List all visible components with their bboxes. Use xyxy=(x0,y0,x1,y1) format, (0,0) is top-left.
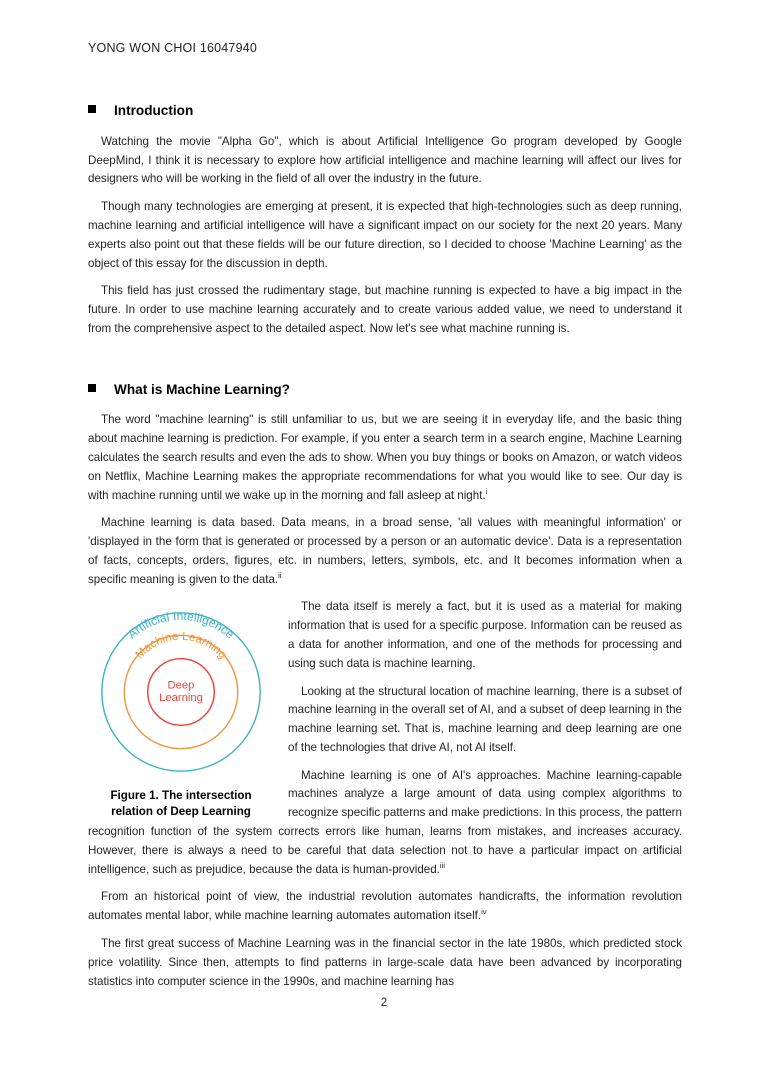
spacer xyxy=(88,926,682,935)
running-head: YONG WON CHOI 16047940 xyxy=(88,41,258,55)
paragraph xyxy=(88,514,682,589)
spacer xyxy=(88,120,682,133)
page-content xyxy=(88,0,682,991)
spacer xyxy=(88,367,682,381)
square-bullet-icon xyxy=(88,105,96,113)
section-heading-introduction xyxy=(88,102,682,120)
section-heading-label: What is Machine Learning? xyxy=(114,381,290,397)
paragraph: This field has just crossed the rudimentary stage, but machine running is expected to have a big impact in the future. In order to use machine learning accurately and to create various added value, we need to understand it from the comprehensive aspect to the detailed aspect. Now let's see what machine running is. xyxy=(88,284,682,335)
paragraph: The data itself is merely a fact, but it is used as a material for making information that is used for a specific purpose. Information can be reused as a data for another information, and one of the methods for processing and using such data is machine learning. xyxy=(288,600,682,670)
section-heading-what-is-machine-learning xyxy=(88,381,682,399)
venn-diagram-icon xyxy=(91,602,271,782)
venn-label-ai-textpath: Artificial Intelligence xyxy=(124,609,238,642)
spacer xyxy=(88,505,682,514)
square-bullet-icon xyxy=(88,384,96,392)
figure-1 xyxy=(88,602,274,819)
paragraph-text: From an historical point of view, the industrial revolution automates handicrafts, the information revolution automates mental labor, while machine learning automates automation itself. xyxy=(88,890,682,923)
footnote-marker: i xyxy=(485,486,488,496)
spacer xyxy=(88,339,682,367)
figure-caption-line-2: relation of Deep Learning xyxy=(111,805,251,819)
spacer xyxy=(88,589,682,598)
venn-label-ml-textpath: Machine Learning xyxy=(132,630,230,662)
page-number: 2 xyxy=(380,996,388,1009)
spacer xyxy=(88,879,682,888)
spacer xyxy=(88,398,682,411)
figure-caption-line-1: Figure 1. The intersection xyxy=(110,789,252,803)
paragraph xyxy=(88,888,682,926)
figure-caption xyxy=(88,788,274,819)
venn-label-deep: Deep xyxy=(167,679,195,692)
spacer xyxy=(88,56,682,102)
section-heading-label: Introduction xyxy=(114,103,194,119)
paragraph-text: Machine learning is data based. Data means, in a broad sense, 'all values with meaningful information' or 'displayed in the form that is generated or processed by a person or an automatic device'. Data is a representation of facts, concepts, orders, figures, etc. in numbers, letters, symbols, etc. and It becomes information when a specific meaning is given to the data. xyxy=(88,516,682,586)
paragraph-text: Machine learning is one of AI's approaches. Machine learning-capable machines analyze a large amount of data using complex algorithms to recognize specific patterns and make predictions. In this process, the pattern recognition function of the system corrects errors like human, learns from mistakes, and increases accuracy. However, there is always a need to be careful that data selection not to have a particular impact on artificial intelligence, such as prejudice, because the data is human-provided. xyxy=(88,768,682,876)
paragraph: Though many technologies are emerging at present, it is expected that high-technologies such as deep running, machine learning and artificial intelligence will have a significant impact on our society for the next 20 years. Many experts also point out that these fields will be our future direction, so I decided to choose 'Machine Learning' as the object of this essay for the discussion in depth. xyxy=(88,200,682,270)
paragraph xyxy=(88,411,682,505)
venn-label-machine-learning xyxy=(133,630,229,662)
spacer xyxy=(88,273,682,282)
footnote-marker: iv xyxy=(481,907,487,917)
paragraph: Watching the movie "Alpha Go", which is about Artificial Intelligence Go program developed by Google DeepMind, I think it is necessary to explore how artificial intelligence and machine learning will affect our lives for designers who will be working in the field of all over the industry in the future. xyxy=(88,134,682,186)
footnote-marker: ii xyxy=(278,570,282,580)
paragraph: The first great success of Machine Learning was in the financial sector in the late 1980s, which predicted stock price volatility. Since then, attempts to find patterns in large-scale data have been advanced by incorporating statistics into computer science in the 1990s, and machine learning has xyxy=(88,936,682,988)
paragraph-text: The word "machine learning" is still unfamiliar to us, but we are seeing it in everyday life, and the basic thing about machine learning is prediction. For example, if you enter a search term in a search engine, Machine Learning calculates the search results and even the ads to show. When you buy things or books on Amazon, or watch videos on Netflix, Machine Learning makes the appropriate recommendations for what you would like to see. Our day is with machine running until we wake up in the morning and fall asleep at night. xyxy=(88,413,682,502)
paragraph: Looking at the structural location of machine learning, there is a subset of machine learning in the overall set of AI, and a subset of deep learning in the machine learning set. That is, machine learning and deep learning are one of the technologies that drive AI, not AI itself. xyxy=(288,684,682,754)
venn-label-learning: Learning xyxy=(159,692,203,705)
spacer xyxy=(88,189,682,198)
footnote-marker: iii xyxy=(439,860,445,870)
